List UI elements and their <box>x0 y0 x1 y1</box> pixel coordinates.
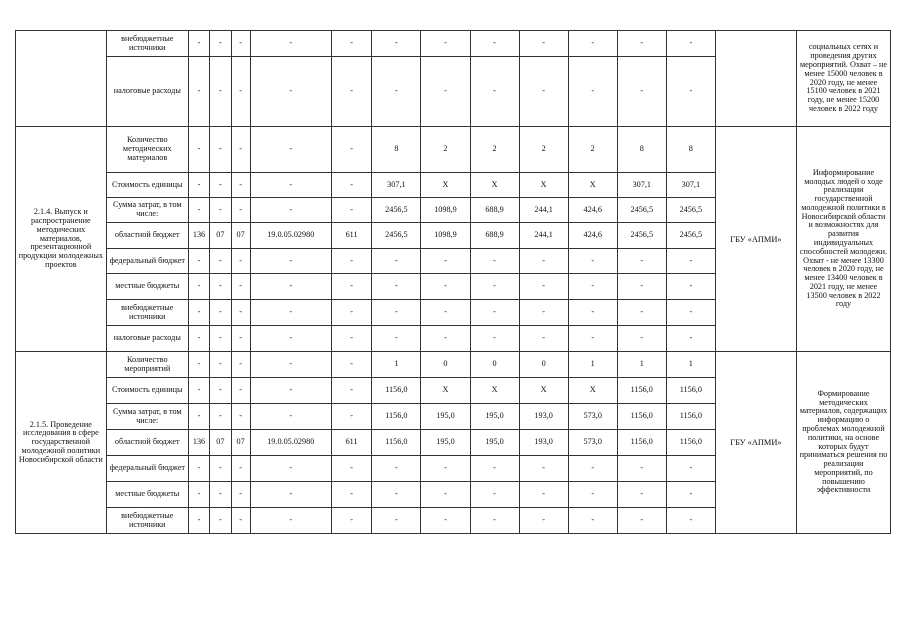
value-cell: - <box>666 300 715 326</box>
value-cell: - <box>231 482 250 508</box>
indicator-label: внебюджетные источники <box>106 508 188 534</box>
value-cell: 195,0 <box>421 404 470 430</box>
value-cell: 8 <box>666 127 715 173</box>
indicator-label: Стоимость единицы <box>106 378 188 404</box>
value-cell: - <box>666 249 715 274</box>
value-cell: - <box>331 378 372 404</box>
value-cell: 19.0.05.02980 <box>250 430 331 456</box>
value-cell: 07 <box>231 430 250 456</box>
value-cell: X <box>568 173 617 198</box>
indicator-label: Стоимость единицы <box>106 173 188 198</box>
value-cell: 1156,0 <box>372 378 421 404</box>
indicator-label: Количество методических материалов <box>106 127 188 173</box>
value-cell: - <box>617 482 666 508</box>
value-cell: - <box>231 31 250 57</box>
value-cell: 8 <box>372 127 421 173</box>
value-cell: - <box>210 404 231 430</box>
value-cell: - <box>188 326 209 352</box>
value-cell: - <box>372 456 421 482</box>
expected-result-cell: Информирование молодых людей о ходе реализации государственной молодежной политики в Новосибирской области и возможностях для развития индивидуальных способностей молодежи. Охват - не менее 13300 человек в 2020 году, не менее 13400 человек в 2021 году, не менее 13500 человек в 2022 году <box>796 127 890 352</box>
indicator-label: налоговые расходы <box>106 326 188 352</box>
value-cell: 307,1 <box>666 173 715 198</box>
value-cell: - <box>372 508 421 534</box>
value-cell: - <box>470 249 519 274</box>
value-cell: 195,0 <box>421 430 470 456</box>
value-cell: X <box>519 378 568 404</box>
value-cell: - <box>331 404 372 430</box>
value-cell: X <box>519 173 568 198</box>
value-cell: - <box>372 57 421 127</box>
value-cell: 136 <box>188 223 209 249</box>
value-cell: 19.0.05.02980 <box>250 223 331 249</box>
value-cell: - <box>617 456 666 482</box>
value-cell: 2456,5 <box>666 223 715 249</box>
value-cell: - <box>617 300 666 326</box>
value-cell: - <box>568 31 617 57</box>
value-cell: - <box>666 31 715 57</box>
value-cell: - <box>188 482 209 508</box>
value-cell: - <box>666 57 715 127</box>
value-cell: - <box>250 352 331 378</box>
value-cell: - <box>470 274 519 300</box>
table-row <box>16 127 891 173</box>
value-cell: - <box>210 57 231 127</box>
value-cell: 1156,0 <box>617 430 666 456</box>
value-cell: - <box>519 508 568 534</box>
value-cell: X <box>470 173 519 198</box>
table-row <box>16 352 891 378</box>
value-cell: 1156,0 <box>666 378 715 404</box>
value-cell: - <box>231 300 250 326</box>
value-cell: - <box>250 198 331 223</box>
value-cell: - <box>617 31 666 57</box>
value-cell: - <box>250 378 331 404</box>
value-cell: - <box>519 57 568 127</box>
value-cell: 8 <box>617 127 666 173</box>
value-cell: - <box>568 508 617 534</box>
value-cell: - <box>231 352 250 378</box>
value-cell: - <box>519 31 568 57</box>
indicator-label: областной бюджет <box>106 223 188 249</box>
value-cell: 1098,9 <box>421 223 470 249</box>
value-cell: - <box>331 274 372 300</box>
value-cell: - <box>617 57 666 127</box>
value-cell: - <box>210 173 231 198</box>
value-cell: - <box>188 249 209 274</box>
value-cell: - <box>210 274 231 300</box>
indicator-label: областной бюджет <box>106 430 188 456</box>
value-cell: - <box>568 249 617 274</box>
indicator-label: внебюджетные источники <box>106 31 188 57</box>
indicator-label: Сумма затрат, в том числе: <box>106 404 188 430</box>
value-cell: 1098,9 <box>421 198 470 223</box>
value-cell: - <box>470 326 519 352</box>
value-cell: - <box>231 378 250 404</box>
value-cell: - <box>188 508 209 534</box>
value-cell: 2 <box>421 127 470 173</box>
expected-result-cell: Формирование методических материалов, содержащих информацию о проблемах молодежной политики, на основе которых будут приниматься решения по реализации мероприятий, по повышению эффективности <box>796 352 890 534</box>
indicator-label: федеральный бюджет <box>106 456 188 482</box>
value-cell: 1156,0 <box>372 404 421 430</box>
value-cell: - <box>666 326 715 352</box>
value-cell: - <box>568 274 617 300</box>
value-cell: 136 <box>188 430 209 456</box>
value-cell: - <box>188 173 209 198</box>
value-cell: 611 <box>331 223 372 249</box>
indicator-label: федеральный бюджет <box>106 249 188 274</box>
value-cell: - <box>331 31 372 57</box>
value-cell: - <box>250 57 331 127</box>
value-cell: 0 <box>470 352 519 378</box>
executor-cell: ГБУ «АПМИ» <box>715 127 796 352</box>
value-cell: 193,0 <box>519 430 568 456</box>
value-cell: 2 <box>519 127 568 173</box>
value-cell: - <box>331 326 372 352</box>
activity-name-cell <box>16 31 107 127</box>
value-cell: 1 <box>372 352 421 378</box>
value-cell: 2456,5 <box>617 198 666 223</box>
value-cell: 573,0 <box>568 430 617 456</box>
value-cell: - <box>372 300 421 326</box>
budget-table-page <box>15 30 891 534</box>
value-cell: - <box>210 249 231 274</box>
value-cell: - <box>331 508 372 534</box>
value-cell: - <box>568 326 617 352</box>
value-cell: - <box>250 127 331 173</box>
value-cell: - <box>421 456 470 482</box>
indicator-label: Количество мероприятий <box>106 352 188 378</box>
value-cell: - <box>188 127 209 173</box>
value-cell: 2456,5 <box>372 198 421 223</box>
value-cell: 07 <box>231 223 250 249</box>
value-cell: 195,0 <box>470 430 519 456</box>
value-cell: - <box>188 300 209 326</box>
value-cell: 1156,0 <box>617 404 666 430</box>
value-cell: - <box>470 300 519 326</box>
value-cell: - <box>568 57 617 127</box>
executor-cell: ГБУ «АПМИ» <box>715 352 796 534</box>
value-cell: - <box>470 482 519 508</box>
value-cell: - <box>231 274 250 300</box>
value-cell: 1156,0 <box>617 378 666 404</box>
value-cell: - <box>421 274 470 300</box>
value-cell: 688,9 <box>470 223 519 249</box>
value-cell: - <box>210 456 231 482</box>
value-cell: - <box>666 274 715 300</box>
value-cell: - <box>568 300 617 326</box>
budget-table <box>15 30 891 534</box>
value-cell: - <box>519 249 568 274</box>
indicator-label: местные бюджеты <box>106 274 188 300</box>
value-cell: - <box>250 274 331 300</box>
value-cell: - <box>188 57 209 127</box>
value-cell: 573,0 <box>568 404 617 430</box>
value-cell: 244,1 <box>519 198 568 223</box>
value-cell: - <box>372 31 421 57</box>
value-cell: 2456,5 <box>372 223 421 249</box>
value-cell: 688,9 <box>470 198 519 223</box>
expected-result-cell: социальных сетях и проведения других мероприятий. Охват – не менее 15000 человек в 2020 году, не менее 15100 человек в 2021 году, не менее 15200 человек в 2022 году <box>796 31 890 127</box>
value-cell: - <box>231 57 250 127</box>
value-cell: - <box>470 31 519 57</box>
value-cell: - <box>210 482 231 508</box>
value-cell: - <box>250 456 331 482</box>
value-cell: - <box>617 274 666 300</box>
value-cell: - <box>188 456 209 482</box>
value-cell: 1 <box>617 352 666 378</box>
value-cell: - <box>519 326 568 352</box>
value-cell: - <box>519 482 568 508</box>
value-cell: 195,0 <box>470 404 519 430</box>
value-cell: 424,6 <box>568 223 617 249</box>
value-cell: - <box>421 508 470 534</box>
indicator-label: налоговые расходы <box>106 57 188 127</box>
value-cell: 1156,0 <box>372 430 421 456</box>
value-cell: - <box>372 482 421 508</box>
value-cell: - <box>250 173 331 198</box>
value-cell: - <box>617 508 666 534</box>
value-cell: 0 <box>421 352 470 378</box>
value-cell: 611 <box>331 430 372 456</box>
value-cell: - <box>568 482 617 508</box>
value-cell: - <box>331 482 372 508</box>
value-cell: 424,6 <box>568 198 617 223</box>
value-cell: - <box>210 31 231 57</box>
value-cell: - <box>231 456 250 482</box>
value-cell: - <box>331 173 372 198</box>
value-cell: - <box>666 508 715 534</box>
value-cell: - <box>188 274 209 300</box>
value-cell: - <box>331 352 372 378</box>
value-cell: - <box>250 508 331 534</box>
value-cell: - <box>470 508 519 534</box>
value-cell: 2456,5 <box>666 198 715 223</box>
value-cell: - <box>470 456 519 482</box>
activity-name-cell: 2.1.5. Проведение исследования в сфере государственной молодежной политики Новосибирской области <box>16 352 107 534</box>
value-cell: X <box>421 378 470 404</box>
value-cell: - <box>210 378 231 404</box>
value-cell: 07 <box>210 223 231 249</box>
value-cell: - <box>421 482 470 508</box>
value-cell: - <box>188 352 209 378</box>
value-cell: - <box>331 57 372 127</box>
value-cell: 1156,0 <box>666 404 715 430</box>
value-cell: 1 <box>666 352 715 378</box>
activity-name-cell: 2.1.4. Выпуск и распространение методических материалов, презентационной продукции молодежных проектов <box>16 127 107 352</box>
value-cell: - <box>231 404 250 430</box>
budget-table-body <box>16 31 891 534</box>
value-cell: 0 <box>519 352 568 378</box>
value-cell: - <box>372 249 421 274</box>
value-cell: 1 <box>568 352 617 378</box>
value-cell: - <box>210 300 231 326</box>
value-cell: - <box>372 274 421 300</box>
value-cell: - <box>250 249 331 274</box>
executor-cell <box>715 31 796 127</box>
indicator-label: внебюджетные источники <box>106 300 188 326</box>
value-cell: 2456,5 <box>617 223 666 249</box>
value-cell: - <box>231 173 250 198</box>
value-cell: - <box>210 127 231 173</box>
indicator-label: местные бюджеты <box>106 482 188 508</box>
value-cell: - <box>666 482 715 508</box>
value-cell: 2 <box>470 127 519 173</box>
value-cell: X <box>421 173 470 198</box>
value-cell: - <box>421 249 470 274</box>
value-cell: - <box>231 127 250 173</box>
value-cell: - <box>250 31 331 57</box>
value-cell: - <box>231 508 250 534</box>
value-cell: - <box>250 300 331 326</box>
value-cell: - <box>421 57 470 127</box>
value-cell: - <box>666 456 715 482</box>
value-cell: - <box>250 404 331 430</box>
value-cell: - <box>250 482 331 508</box>
value-cell: - <box>331 249 372 274</box>
value-cell: - <box>210 326 231 352</box>
value-cell: - <box>519 300 568 326</box>
value-cell: - <box>617 326 666 352</box>
value-cell: - <box>231 249 250 274</box>
value-cell: - <box>231 326 250 352</box>
value-cell: - <box>568 456 617 482</box>
value-cell: 2 <box>568 127 617 173</box>
value-cell: 1156,0 <box>666 430 715 456</box>
value-cell: - <box>470 57 519 127</box>
value-cell: - <box>617 249 666 274</box>
value-cell: - <box>210 508 231 534</box>
value-cell: - <box>188 31 209 57</box>
value-cell: - <box>372 326 421 352</box>
value-cell: 244,1 <box>519 223 568 249</box>
table-row <box>16 31 891 57</box>
value-cell: - <box>188 404 209 430</box>
value-cell: 193,0 <box>519 404 568 430</box>
value-cell: - <box>519 456 568 482</box>
value-cell: - <box>519 274 568 300</box>
value-cell: - <box>331 300 372 326</box>
value-cell: 307,1 <box>617 173 666 198</box>
value-cell: - <box>210 352 231 378</box>
value-cell: - <box>331 198 372 223</box>
value-cell: - <box>188 378 209 404</box>
value-cell: - <box>250 326 331 352</box>
value-cell: - <box>188 198 209 223</box>
value-cell: - <box>231 198 250 223</box>
value-cell: X <box>470 378 519 404</box>
value-cell: - <box>331 127 372 173</box>
value-cell: - <box>421 326 470 352</box>
value-cell: 07 <box>210 430 231 456</box>
value-cell: - <box>210 198 231 223</box>
value-cell: - <box>331 456 372 482</box>
value-cell: X <box>568 378 617 404</box>
value-cell: 307,1 <box>372 173 421 198</box>
value-cell: - <box>421 300 470 326</box>
indicator-label: Сумма затрат, в том числе: <box>106 198 188 223</box>
value-cell: - <box>421 31 470 57</box>
